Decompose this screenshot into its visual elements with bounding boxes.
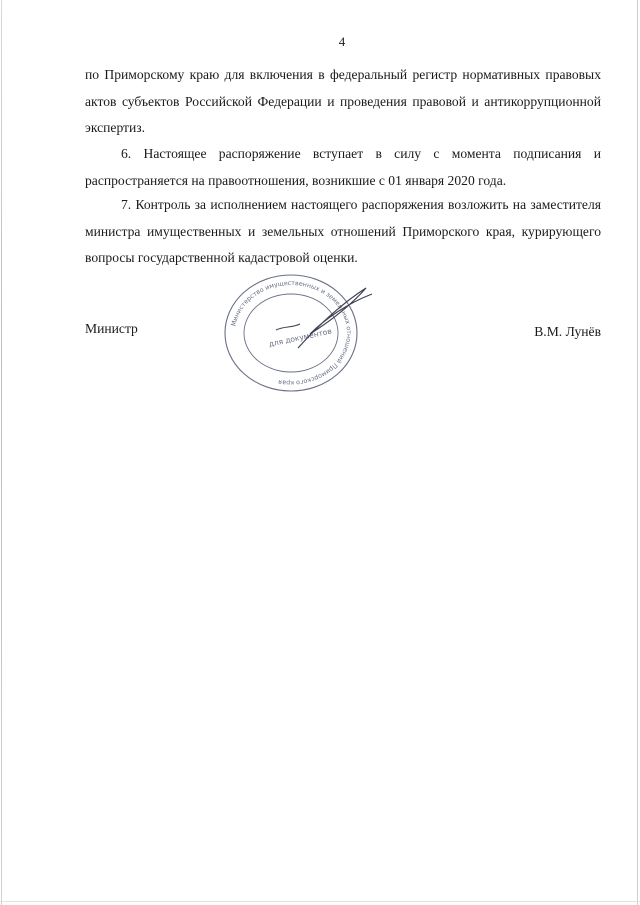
seal-center-text: для документов [267, 326, 333, 349]
signer-name: В.М. Лунёв [534, 324, 601, 339]
page-right-edge [637, 0, 638, 905]
paragraph-continuation: по Приморскому краю для включения в федеральный регистр нормативных правовых актов субъектов Российской Федерации и проведения правовой и антикоррупционной экспертиз. [85, 67, 601, 135]
page-number: 4 [338, 34, 346, 49]
signature-block [85, 321, 601, 351]
signer-position: Министр [85, 321, 138, 336]
paragraph-item-7: 7. Контроль за исполнением настоящего распоряжения возложить на заместителя министра имущественных и земельных отношений Приморского края, курирующего вопросы государственной кадастровой оценки. [85, 197, 601, 265]
paragraph-item-6: 6. Настоящее распоряжение вступает в силу с момента подписания и распространяется на правоотношения, возникшие с 01 января 2020 года. [85, 146, 601, 188]
page-left-edge [1, 0, 2, 905]
seal-ring-text: Министерство имущественных и земельных отношений Приморского края [230, 279, 353, 387]
page-bottom-edge [0, 901, 640, 902]
